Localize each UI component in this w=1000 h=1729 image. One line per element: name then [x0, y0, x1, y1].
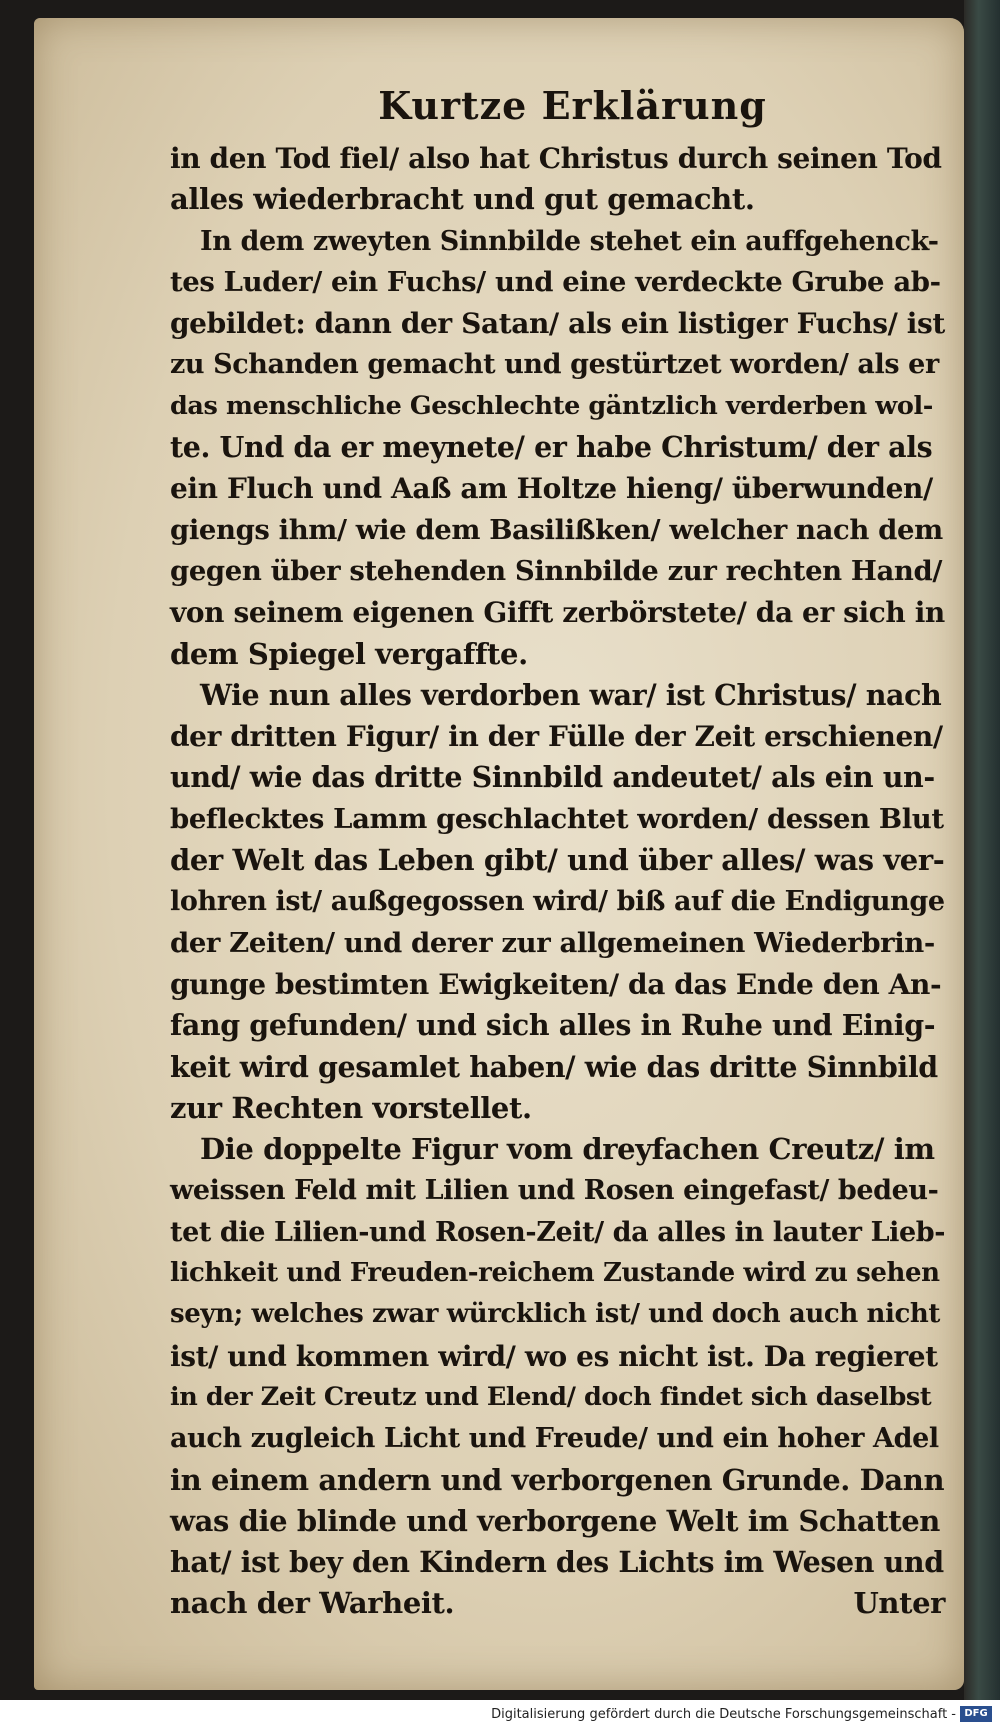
text-line: zur Rechten vorstellet.	[170, 1090, 532, 1125]
text-line: der Welt das Leben gibt/ und über alles/ was ver-	[170, 843, 945, 878]
page-text	[170, 78, 945, 1625]
text-line: lichkeit und Freuden-reichem Zustande wird zu sehen	[170, 1258, 940, 1289]
footer-bar	[0, 1700, 1000, 1729]
text-line: seyn; welches zwar würcklich ist/ und doch auch nicht	[170, 1299, 940, 1330]
text-line: tet die Lilien-und Rosen-Zeit/ da alles in lauter Lieb-	[170, 1216, 946, 1248]
text-line: te. Und da er meynete/ er habe Christum/ der als	[170, 430, 933, 465]
text-line: von seinem eigenen Gifft zerbörstete/ da er sich in	[170, 596, 945, 630]
text-line: und/ wie das dritte Sinnbild andeutet/ als ein un-	[170, 760, 935, 795]
text-line: ist/ und kommen wird/ wo es nicht ist. Da regieret	[170, 1339, 938, 1373]
text-line: fang gefunden/ und sich alles in Ruhe und Einig-	[170, 1008, 936, 1043]
text-line: zu Schanden gemacht und gestürtzet worden/ als er	[170, 349, 939, 381]
text-line: beflecktes Lamm geschlachtet worden/ dessen Blut	[170, 802, 944, 835]
text-line: gunge bestimten Ewigkeiten/ da das Ende den An-	[170, 967, 942, 1001]
text-line: in der Zeit Creutz und Elend/ doch findet sich daselbst	[170, 1381, 932, 1412]
page-header: Kurtze Erklärung	[378, 83, 767, 128]
text-line: in einem andern und verborgenen Grunde. Dann	[170, 1462, 945, 1497]
text-line: tes Luder/ ein Fuchs/ und eine verdeckte Grube ab-	[170, 265, 941, 298]
dfg-logo-icon: DFG	[960, 1706, 992, 1722]
catchword: Unter	[853, 1586, 945, 1621]
text-line: der dritten Figur/ in der Fülle der Zeit erschienen/	[170, 720, 943, 754]
text-line: ein Fluch und Aaß am Holtze hieng/ überwunden/	[170, 472, 933, 506]
book-edge	[964, 0, 1000, 1700]
text-line: lohren ist/ außgegossen wird/ biß auf die Endigunge	[170, 886, 945, 918]
text-line: der Zeiten/ und derer zur allgemeinen Wiederbrin-	[170, 926, 935, 959]
text-line: gebildet: dann der Satan/ als ein listiger Fuchs/ ist	[170, 307, 945, 341]
text-line: Die doppelte Figur vom dreyfachen Creutz/ im	[200, 1132, 935, 1167]
text-line-final	[170, 1583, 945, 1624]
text-line: auch zugleich Licht und Freude/ und ein hoher Adel	[170, 1423, 939, 1455]
text-line: in den Tod fiel/ also hat Christus durch seinen Tod	[170, 142, 942, 175]
funding-note: Digitalisierung gefördert durch die Deutsche Forschungsgemeinschaft -	[491, 1707, 956, 1722]
text-line: Wie nun alles verdorben war/ ist Christus/ nach	[200, 677, 942, 712]
text-line: alles wiederbracht und gut gemacht.	[170, 182, 755, 217]
text-line: gegen über stehenden Sinnbilde zur rechten Hand/	[170, 554, 943, 587]
text-line: das menschliche Geschlechte gäntzlich verderben wol-	[170, 390, 933, 421]
text-line: hat/ ist bey den Kindern des Lichts im Wesen und	[170, 1545, 944, 1580]
text-line: weissen Feld mit Lilien und Rosen eingefast/ bedeu-	[170, 1175, 939, 1207]
text-line: keit wird gesamlet haben/ wie das dritte Sinnbild	[170, 1049, 938, 1084]
text-line: In dem zweyten Sinnbilde stehet ein auffgehenck-	[200, 225, 939, 257]
text-line: dem Spiegel vergaffte.	[170, 636, 528, 671]
text-line: giengs ihm/ wie dem Basilißken/ welcher nach dem	[170, 513, 943, 546]
final-line-text: nach der Warheit.	[170, 1586, 455, 1621]
text-line: was die blinde und verborgene Welt im Schatten	[170, 1503, 940, 1538]
